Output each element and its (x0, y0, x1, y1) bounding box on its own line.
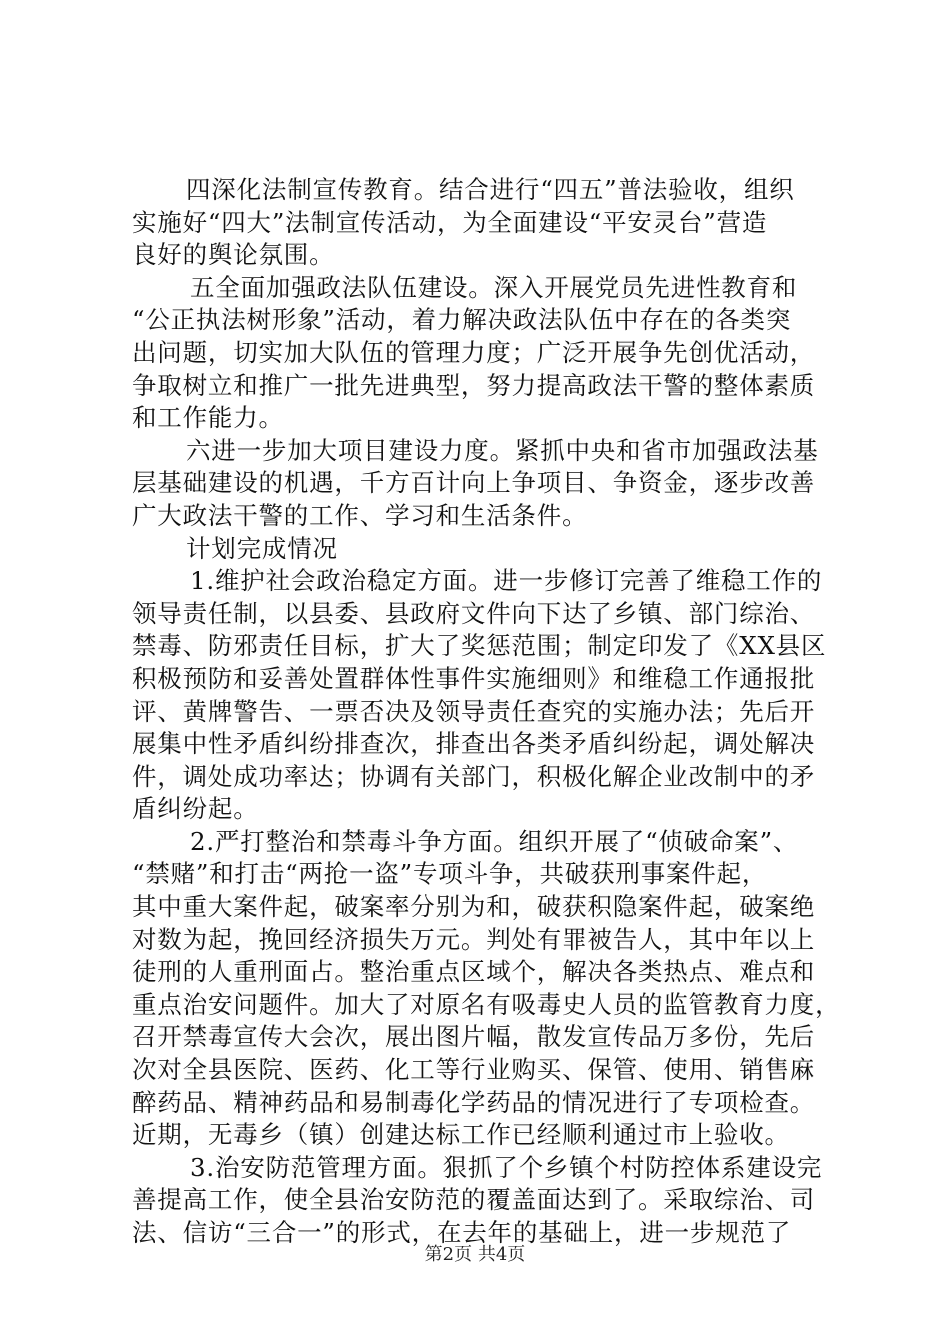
text-line: 出问题，切实加大队伍的管理力度；广泛开展争先创优活动， (132, 337, 816, 367)
text-line: 领导责任制，以县委、县政府文件向下达了乡镇、部门综治、 (132, 598, 816, 628)
text-line: 善提高工作，使全县治安防范的覆盖面达到了。采取综治、司 (132, 1185, 816, 1215)
text-line: 盾纠纷起。 (132, 794, 259, 824)
text-line: 件，调处成功率达；协调有关部门，积极化解企业改制中的矛 (132, 761, 816, 791)
text-line: 重点治安问题件。加大了对原名有吸毒史人员的监管教育力度， (132, 989, 841, 1019)
text-line: 层基础建设的机遇，千方百计向上争项目、争资金，逐步改善 (132, 468, 816, 498)
text-line: 2.严打整治和禁毒斗争方面。组织开展了“侦破命案”、 (190, 826, 799, 856)
document-body (132, 174, 841, 1250)
text-line: 良好的舆论氛围。 (132, 240, 335, 270)
text-line: 禁毒、防邪责任目标，扩大了奖惩范围；制定印发了《XX县区 (132, 631, 827, 661)
text-line: 展集中性矛盾纠纷排查次，排查出各类矛盾纠纷起，调处解决 (132, 729, 816, 759)
text-line: 醉药品、精神药品和易制毒化学药品的情况进行了专项检查。 (132, 1087, 816, 1117)
text-line: 六进一步加大项目建设力度。紧抓中央和省市加强政法基 (186, 435, 819, 465)
text-line: 1.维护社会政治稳定方面。进一步修订完善了维稳工作的 (190, 566, 823, 596)
text-line: 召开禁毒宣传大会次，展出图片幅，散发宣传品万多份，先后 (132, 1022, 816, 1052)
text-line: 近期，无毒乡（镇）创建达标工作已经顺利通过市上验收。 (132, 1120, 790, 1150)
text-line: 实施好“四大”法制宣传活动，为全面建设“平安灵台”营造 (132, 207, 768, 237)
text-line: 五全面加强政法队伍建设。深入开展党员先进性教育和 (190, 272, 798, 302)
text-line: 四深化法制宣传教育。结合进行“四五”普法验收，组织 (186, 175, 795, 204)
text-line: 争取树立和推广一批先进典型，努力提高政法干警的整体素质 (132, 370, 816, 400)
text-line: 积极预防和妥善处置群体性事件实施细则》和维稳工作通报批 (132, 663, 816, 693)
text-line: 评、黄牌警告、一票否决及领导责任查究的实施办法；先后开 (132, 696, 816, 726)
text-line: “禁赌”和打击“两抢一盗”专项斗争，共破获刑事案件起， (132, 859, 768, 889)
text-line: 徒刑的人重刑面占。整治重点区域个，解决各类热点、难点和 (132, 957, 816, 987)
text-line: 法、信访“三合一”的形式，在去年的基础上，进一步规范了 (132, 1218, 792, 1247)
page-footer: 第2页 共4页 (424, 1244, 526, 1265)
text-line: “公正执法树形象”活动，着力解决政法队伍中存在的各类突 (132, 305, 792, 335)
text-line: 3.治安防范管理方面。狠抓了个乡镇个村防控体系建设完 (190, 1152, 823, 1182)
text-line: 和工作能力。 (132, 403, 284, 433)
text-line: 其中重大案件起，破案率分别为和，破获积隐案件起，破案绝 (132, 892, 816, 922)
text-line: 广大政法干警的工作、学习和生活条件。 (132, 500, 588, 530)
text-line: 计划完成情况 (186, 533, 338, 563)
text-line: 对数为起，挽回经济损失万元。判处有罪被告人，其中年以上 (132, 924, 816, 954)
text-line: 次对全县医院、医药、化工等行业购买、保管、使用、销售麻 (132, 1055, 816, 1085)
